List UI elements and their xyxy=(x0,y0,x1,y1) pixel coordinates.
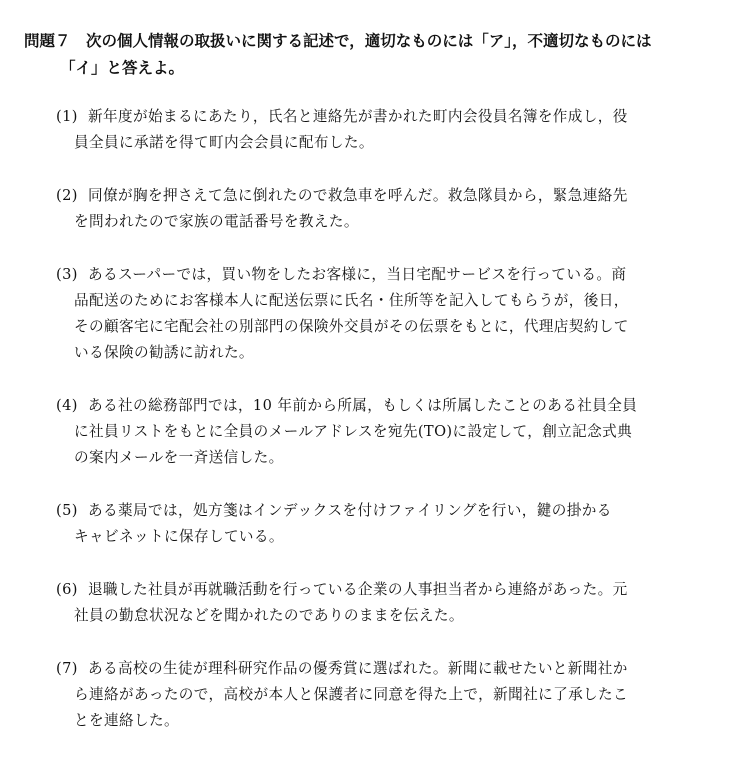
statement-number: (2) xyxy=(56,187,78,204)
statement-line: ある高校の生徒が理科研究作品の優秀賞に選ばれた。新聞に載せたいと新聞社か xyxy=(88,660,628,677)
statement-line: キャビネットに保存している。 xyxy=(74,528,284,545)
statement-item xyxy=(56,498,708,550)
question-number: 問題７ xyxy=(24,32,71,50)
statement-number: (1) xyxy=(56,108,78,125)
statement-line: ある社の総務部門では，10 年前から所属，もしくは所属したことのある社員全員 xyxy=(88,397,638,414)
statement-line: を問われたので家族の電話番号を教えた。 xyxy=(74,213,359,230)
statement-line: 同僚が胸を押さえて急に倒れたので救急車を呼んだ。救急隊員から，緊急連絡先 xyxy=(88,187,628,204)
statement-line: ある薬局では，処方箋はインデックスを付けファイリングを行い，鍵の掛かる xyxy=(88,502,612,519)
statement-line: 退職した社員が再就職活動を行っている企業の人事担当者から連絡があった。元 xyxy=(88,581,628,598)
statement-number: (4) xyxy=(56,397,78,414)
statement-line: ら連絡があったので，高校が本人と保護者に同意を得た上で，新聞社に了承したこ xyxy=(74,686,629,703)
statement-list xyxy=(56,104,708,734)
statement-number: (5) xyxy=(56,502,78,519)
statement-line: あるスーパーでは，買い物をしたお客様に，当日宅配サービスを行っている。商 xyxy=(88,266,627,283)
statement-line: 新年度が始まるにあたり，氏名と連絡先が書かれた町内会役員名簿を作成し，役 xyxy=(88,108,628,125)
statement-item xyxy=(56,393,708,471)
question-header xyxy=(24,28,714,82)
statement-line: 社員の勤怠状況などを聞かれたのでありのままを伝えた。 xyxy=(74,607,464,624)
statement-line: 品配送のためにお客様本人に配送伝票に氏名・住所等を記入してもらうが，後日， xyxy=(74,292,629,309)
statement-line: いる保険の勧誘に訪れた。 xyxy=(74,344,254,361)
statement-line: に社員リストをもとに全員のメールアドレスを宛先(TO)に設定して，創立記念式典 xyxy=(74,423,633,440)
statement-line: その顧客宅に宅配会社の別部門の保険外交員がその伝票をもとに，代理店契約して xyxy=(74,318,629,335)
question-instruction-line-1: 次の個人情報の取扱いに関する記述で，適切なものには「ア」，不適切なものには xyxy=(86,32,652,50)
statement-number: (3) xyxy=(56,266,78,283)
statement-number: (7) xyxy=(56,660,78,677)
statement-item xyxy=(56,183,708,235)
statement-number: (6) xyxy=(56,581,78,598)
statement-line: とを連絡した。 xyxy=(74,712,179,729)
statement-item xyxy=(56,656,708,734)
statement-line: の案内メールを一斉送信した。 xyxy=(74,449,284,466)
question-instruction-line-2: 「イ」と答えよ。 xyxy=(60,59,185,77)
statement-item xyxy=(56,577,708,629)
statement-line: 員全員に承諾を得て町内会会員に配布した。 xyxy=(74,134,374,151)
statement-item xyxy=(56,262,708,366)
statement-item xyxy=(56,104,708,156)
